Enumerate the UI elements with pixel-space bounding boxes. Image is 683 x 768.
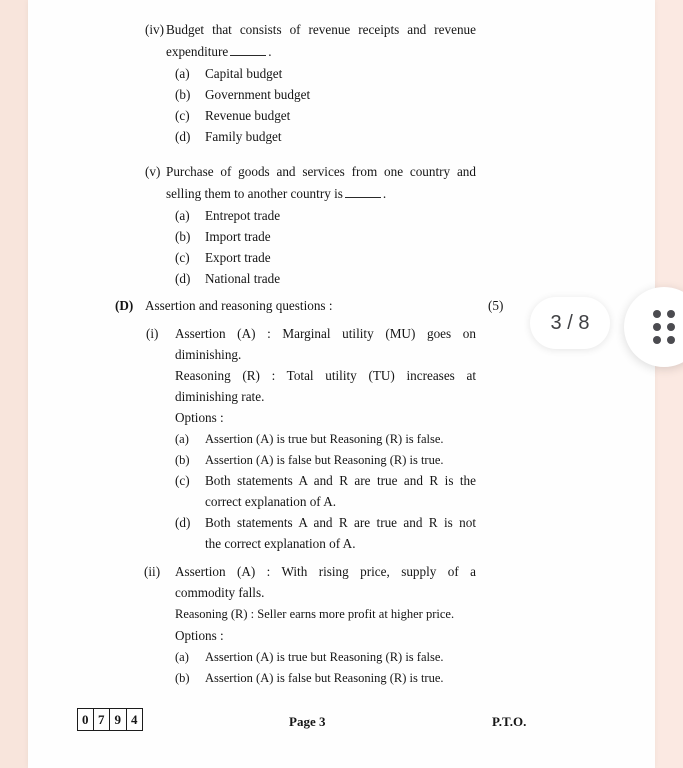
question-v-marker: (v) (145, 164, 161, 179)
option-row (175, 513, 476, 533)
paper-code-digit: 0 (77, 708, 94, 731)
option-text: Capital budget (205, 66, 283, 81)
option-letter: (d) (175, 515, 191, 530)
question-ii-options-heading: Options : (175, 628, 224, 643)
question-i-line-3: Reasoning (R) : Total utility (TU) increases at (175, 368, 476, 383)
option-text: Assertion (A) is false but Reasoning (R) is true. (205, 453, 444, 467)
paper-code-digit: 9 (110, 708, 127, 731)
option-text: National trade (205, 271, 281, 286)
paper-code-digit: 4 (127, 708, 144, 731)
option-letter: (a) (175, 208, 190, 223)
option-row (175, 206, 280, 226)
option-row (175, 668, 444, 688)
question-i-line-1: Assertion (A) : Marginal utility (MU) goes on (175, 326, 476, 341)
option-letter: (b) (175, 453, 190, 467)
option-letter: (d) (175, 129, 191, 144)
question-v-line-1: Purchase of goods and services from one country and (166, 164, 476, 179)
option-text: Assertion (A) is true but Reasoning (R) is false. (205, 650, 444, 664)
option-row (175, 269, 280, 289)
question-iv-line-2 (166, 42, 272, 62)
option-letter: (a) (175, 432, 189, 446)
question-ii-line-3: Reasoning (R) : Seller earns more profit at higher price. (175, 607, 455, 621)
paper-code-digit: 7 (94, 708, 111, 731)
question-iv-line-2-period: . (268, 44, 272, 59)
option-letter: (a) (175, 650, 189, 664)
option-text: Revenue budget (205, 108, 291, 123)
question-v-line-2-text: selling them to another country is (166, 186, 343, 201)
option-text: Import trade (205, 229, 271, 244)
option-row (175, 85, 310, 105)
option-letter: (b) (175, 87, 191, 102)
option-continuation: the correct explanation of A. (205, 536, 356, 551)
option-row (175, 647, 444, 667)
option-letter: (c) (175, 250, 190, 265)
fill-in-blank (230, 45, 266, 56)
question-i-marker: (i) (146, 326, 159, 341)
question-iv-marker: (iv) (145, 22, 165, 37)
option-continuation: correct explanation of A. (205, 494, 337, 509)
question-i-line-2: diminishing. (175, 347, 242, 362)
question-v-line-2-period: . (382, 186, 387, 201)
option-row (175, 471, 476, 491)
question-iv-line-1: Budget that consists of revenue receipts and revenue (166, 22, 476, 37)
question-ii-line-1: Assertion (A) : With rising price, supply of a (175, 564, 476, 579)
option-text: Both statements A and R are true and R is not (205, 515, 476, 530)
option-text: Assertion (A) is false but Reasoning (R) is true. (205, 671, 444, 685)
pto-label: P.T.O. (492, 714, 527, 729)
option-letter: (d) (175, 271, 191, 286)
background-strip-left (0, 0, 28, 768)
option-letter: (c) (175, 108, 190, 123)
option-row (175, 248, 271, 268)
option-text: Assertion (A) is true but Reasoning (R) is false. (205, 432, 444, 446)
question-i-options-heading: Options : (175, 410, 224, 425)
page-number-label: Page 3 (289, 714, 326, 729)
page-indicator-text: 3 / 8 (550, 311, 590, 334)
option-text: Export trade (205, 250, 271, 265)
option-text: Family budget (205, 129, 282, 144)
question-iv-line-2-text: expenditure (166, 44, 229, 59)
question-i-line-4: diminishing rate. (175, 389, 265, 404)
question-ii-line-2: commodity falls. (175, 585, 265, 600)
option-row (175, 429, 444, 449)
option-text: Both statements A and R are true and R is the (205, 473, 476, 488)
option-row (175, 127, 282, 147)
question-ii-marker: (ii) (144, 564, 161, 579)
section-d-marks: (5) (488, 298, 504, 313)
option-row (175, 106, 290, 126)
grid-dots-icon (653, 310, 675, 344)
section-d-marker: (D) (115, 298, 134, 313)
option-text: Government budget (205, 87, 311, 102)
question-v-line-2 (166, 184, 386, 204)
option-row (175, 227, 271, 247)
option-letter: (b) (175, 229, 191, 244)
option-text: Entrepot trade (205, 208, 281, 223)
paper-code-box (77, 708, 143, 731)
page-indicator-pill (530, 297, 610, 349)
background-strip-right (655, 0, 683, 768)
option-letter: (b) (175, 671, 190, 685)
fill-in-blank (345, 187, 381, 198)
option-row (175, 450, 444, 470)
section-d-title: Assertion and reasoning questions : (145, 298, 333, 313)
option-letter: (c) (175, 473, 190, 488)
option-row (175, 64, 282, 84)
option-letter: (a) (175, 66, 190, 81)
